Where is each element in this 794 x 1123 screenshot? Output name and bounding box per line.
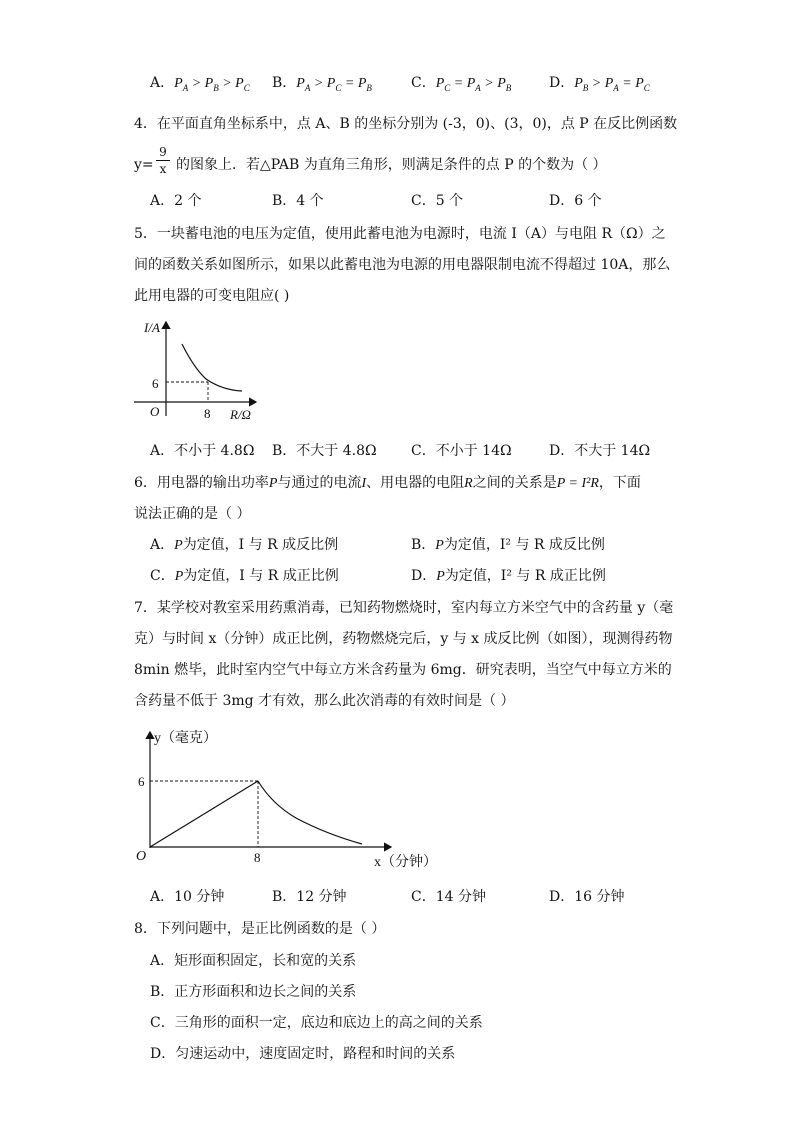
q6-option-b[interactable]: B．P为定值，I² 与 R 成反比例 (411, 537, 605, 553)
q5-option-d[interactable]: D．不大于 14Ω (549, 443, 651, 459)
q4-option-b[interactable]: B．4 个 (272, 193, 324, 209)
q5-graph (130, 316, 270, 424)
q6-option-d[interactable]: D．P为定值，I² 与 R 成正比例 (411, 568, 606, 584)
q7-origin: O (136, 849, 147, 864)
q6-stem-line1: 6．用电器的输出功率P与通过的电流I、用电器的电阻R之间的关系是P = I²R，下面 (134, 475, 641, 491)
q7-x-tick: 8 (254, 850, 261, 865)
q7-stem-line3: 8min 燃毕，此时室内空气中每立方米含药量为 6mg．研究表明，当空气中每立方米的 (134, 662, 672, 678)
q7-stem-line2: 克）与时间 x（分钟）成正比例，药物燃烧完后，y 与 x 成反比例（如图），现测得药物 (134, 631, 673, 647)
q5-stem-line1: 5．一块蓄电池的电压为定值，使用此蓄电池为电源时，电流 I（A）与电阻 R（Ω）之 (134, 226, 666, 242)
q8-option-b[interactable]: B．正方形面积和边长之间的关系 (150, 984, 357, 1000)
q5-stem-line3: 此用电器的可变电阻应( ) (134, 288, 290, 304)
q6-stem-line2: 说法正确的是（ ） (134, 506, 251, 522)
q3-option-d[interactable]: D．$P_B > P_A = P_C$ (549, 75, 650, 93)
q4-fraction-denominator: x (159, 162, 167, 176)
q6-option-a[interactable]: A．P为定值，I 与 R 成反比例 (150, 537, 339, 553)
q7-y-label: y（毫克） (154, 731, 217, 746)
q3-option-b-formula: $P_A > P_C = P_B$ (296, 76, 372, 93)
q4-stem-line2: 的图象上．若△PAB 为直角三角形，则满足条件的点 P 的个数为（ ） (176, 157, 607, 173)
q4-option-d[interactable]: D．6 个 (549, 193, 602, 209)
q5-x-tick: 8 (204, 406, 211, 421)
q3-option-d-formula: $P_B > P_A = P_C$ (574, 76, 650, 93)
q5-y-tick: 6 (152, 376, 159, 391)
q7-option-d[interactable]: D．16 分钟 (549, 889, 625, 905)
q7-stem-line4: 含药量不低于 3mg 才有效，那么此次消毒的有效时间是（ ） (134, 693, 515, 709)
q7-x-label: x（分钟） (374, 855, 437, 870)
q3-option-c-formula: $P_C = P_A > P_B$ (435, 76, 512, 93)
q7-graph (126, 724, 437, 872)
q5-option-c[interactable]: C．不小于 14Ω (411, 443, 512, 459)
q7-reciprocal-curve (258, 781, 362, 844)
q4-option-a[interactable]: A．2 个 (150, 193, 202, 209)
q3-option-a[interactable]: A．$P_A > P_B > P_C$ (150, 75, 250, 93)
q3-option-c[interactable]: C．$P_C = P_A > P_B$ (411, 75, 512, 93)
q6-formula: P = I²R (556, 476, 599, 491)
q4-fraction-bar (156, 160, 170, 161)
q5-y-label: I/A (144, 320, 160, 335)
q7-option-a[interactable]: A．10 分钟 (150, 889, 225, 905)
q8-option-c[interactable]: C．三角形的面积一定，底边和底边上的高之间的关系 (150, 1015, 483, 1031)
q7-linear-segment (150, 781, 258, 847)
q8-stem: 8．下列问题中，是正比例函数的是（ ） (134, 921, 386, 937)
q7-stem-line1: 7．某学校对教室采用药熏消毒，已知药物燃烧时，室内每立方米空气中的含药量 y（毫 (134, 600, 674, 616)
q5-stem-line2: 间的函数关系如图所示，如果以此蓄电池为电源的用电器限制电流不得超过 10A，那么 (134, 257, 671, 273)
q3-option-a-formula: $P_A > P_B > P_C$ (174, 76, 250, 93)
q8-option-a[interactable]: A．矩形面积固定，长和宽的关系 (150, 953, 357, 969)
q7-option-b[interactable]: B．12 分钟 (272, 889, 347, 905)
q3-option-b[interactable]: B．$P_A > P_C = P_B$ (272, 75, 372, 93)
q5-x-label: R/Ω (230, 407, 251, 422)
q4-fraction (156, 145, 170, 176)
q5-option-a[interactable]: A．不小于 4.8Ω (150, 443, 255, 459)
q5-origin: O (150, 404, 160, 419)
q4-y-equals: y= (134, 157, 154, 173)
q7-option-c[interactable]: C．14 分钟 (411, 889, 486, 905)
q4-fraction-numerator: 9 (159, 145, 167, 159)
q4-stem-line1: 4．在平面直角坐标系中，点 A、B 的坐标分别为 (-3，0)、(3，0)，点 P 在反比例函数 (134, 116, 678, 132)
q7-y-tick: 6 (138, 774, 145, 789)
q5-curve (182, 344, 242, 391)
q6-option-c[interactable]: C．P为定值，I 与 R 成正比例 (150, 568, 339, 584)
q4-option-c[interactable]: C．5 个 (411, 193, 464, 209)
q8-option-d[interactable]: D．匀速运动中，速度固定时，路程和时间的关系 (150, 1046, 456, 1062)
q5-option-b[interactable]: B．不大于 4.8Ω (272, 443, 377, 459)
